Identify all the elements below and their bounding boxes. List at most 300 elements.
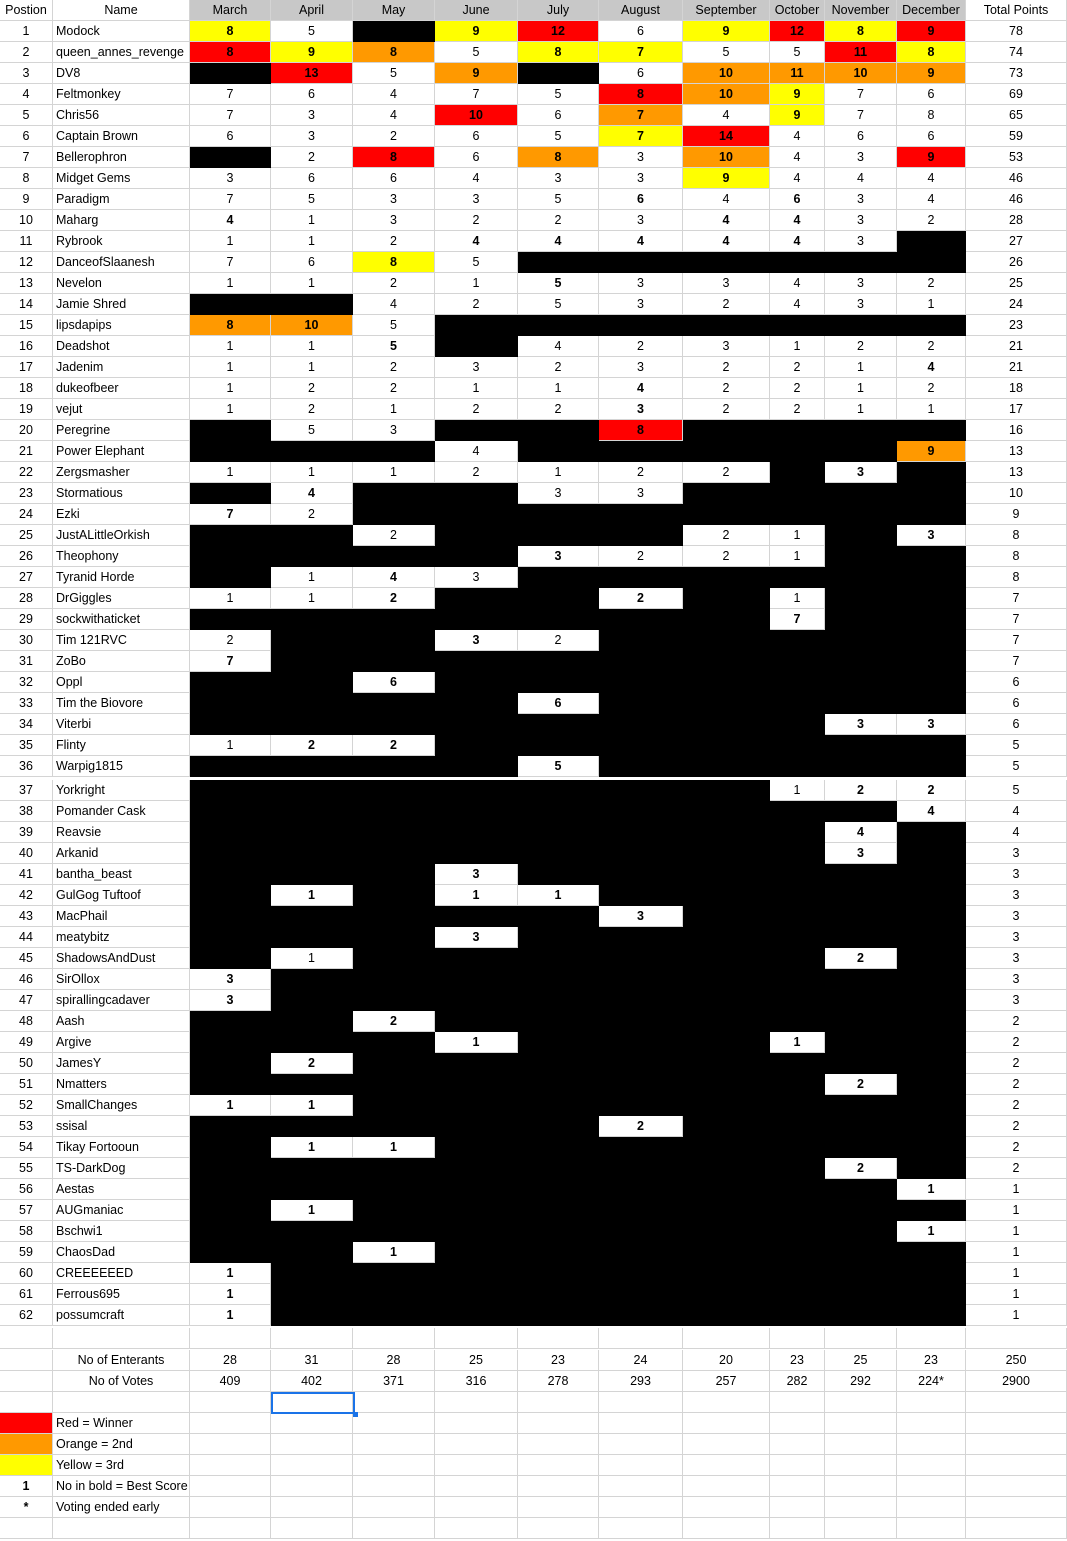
score-cell[interactable] [825,630,897,651]
empty-cell[interactable] [353,1476,435,1497]
score-cell[interactable]: 11 [770,63,825,84]
stats-value-cell[interactable]: 402 [271,1371,353,1392]
score-cell[interactable]: 4 [683,105,770,126]
header-august[interactable]: August [599,0,683,21]
position-cell[interactable]: 42 [0,885,53,906]
total-points-cell[interactable]: 2 [966,1032,1067,1053]
score-cell[interactable] [271,651,353,672]
score-cell[interactable] [190,567,271,588]
empty-cell[interactable] [518,1434,599,1455]
position-cell[interactable]: 44 [0,927,53,948]
score-cell[interactable]: 1 [190,588,271,609]
score-cell[interactable] [353,1116,435,1137]
score-cell[interactable]: 2 [599,336,683,357]
player-name-cell[interactable]: Viterbi [53,714,190,735]
score-cell[interactable] [435,1074,518,1095]
total-points-cell[interactable]: 25 [966,273,1067,294]
score-cell[interactable] [518,609,599,630]
score-cell[interactable] [770,756,825,777]
empty-cell[interactable] [825,1392,897,1413]
empty-cell[interactable] [599,1497,683,1518]
score-cell[interactable]: 8 [599,84,683,105]
empty-cell[interactable] [518,1392,599,1413]
score-cell[interactable] [435,336,518,357]
total-points-cell[interactable]: 6 [966,672,1067,693]
score-cell[interactable] [770,1074,825,1095]
score-cell[interactable] [271,1074,353,1095]
score-cell[interactable] [435,1200,518,1221]
score-cell[interactable]: 5 [353,336,435,357]
score-cell[interactable] [897,483,966,504]
score-cell[interactable]: 10 [825,63,897,84]
score-cell[interactable]: 3 [190,168,271,189]
score-cell[interactable]: 2 [353,231,435,252]
score-cell[interactable]: 6 [599,189,683,210]
player-name-cell[interactable]: AUGmaniac [53,1200,190,1221]
score-cell[interactable] [190,609,271,630]
score-cell[interactable] [435,990,518,1011]
score-cell[interactable]: 2 [683,462,770,483]
score-cell[interactable]: 3 [599,483,683,504]
score-cell[interactable] [599,735,683,756]
score-cell[interactable] [683,864,770,885]
score-cell[interactable] [190,1011,271,1032]
score-cell[interactable] [190,948,271,969]
total-points-cell[interactable]: 13 [966,441,1067,462]
score-cell[interactable]: 9 [683,168,770,189]
score-cell[interactable]: 4 [353,105,435,126]
position-cell[interactable]: 26 [0,546,53,567]
score-cell[interactable]: 3 [353,210,435,231]
player-name-cell[interactable]: Reavsie [53,822,190,843]
player-name-cell[interactable]: Midget Gems [53,168,190,189]
score-cell[interactable] [435,546,518,567]
score-cell[interactable] [190,441,271,462]
empty-cell[interactable] [825,1434,897,1455]
score-cell[interactable] [599,990,683,1011]
score-cell[interactable] [599,927,683,948]
position-cell[interactable]: 52 [0,1095,53,1116]
score-cell[interactable]: 5 [271,420,353,441]
score-cell[interactable]: 5 [271,21,353,42]
score-cell[interactable] [683,1053,770,1074]
score-cell[interactable] [599,567,683,588]
score-cell[interactable] [683,1305,770,1326]
player-name-cell[interactable]: Stormatious [53,483,190,504]
player-name-cell[interactable]: Peregrine [53,420,190,441]
score-cell[interactable] [770,672,825,693]
score-cell[interactable] [825,1284,897,1305]
score-cell[interactable]: 1 [271,567,353,588]
score-cell[interactable]: 3 [599,357,683,378]
score-cell[interactable] [683,567,770,588]
score-cell[interactable] [599,630,683,651]
position-cell[interactable]: 46 [0,969,53,990]
score-cell[interactable] [190,1242,271,1263]
score-cell[interactable]: 2 [353,735,435,756]
score-cell[interactable] [271,1242,353,1263]
player-name-cell[interactable]: JustALittleOrkish [53,525,190,546]
score-cell[interactable] [770,1095,825,1116]
empty-cell[interactable] [599,1518,683,1539]
score-cell[interactable] [770,801,825,822]
score-cell[interactable]: 10 [683,63,770,84]
empty-cell[interactable] [190,1497,271,1518]
score-cell[interactable]: 5 [271,189,353,210]
score-cell[interactable]: 3 [825,147,897,168]
score-cell[interactable] [435,420,518,441]
score-cell[interactable]: 2 [599,462,683,483]
score-cell[interactable] [825,588,897,609]
score-cell[interactable] [271,1011,353,1032]
score-cell[interactable]: 8 [825,21,897,42]
score-cell[interactable]: 7 [435,84,518,105]
score-cell[interactable]: 5 [518,84,599,105]
score-cell[interactable] [353,756,435,777]
score-cell[interactable]: 1 [897,399,966,420]
position-cell[interactable]: 28 [0,588,53,609]
stats-value-cell[interactable]: 23 [897,1350,966,1371]
score-cell[interactable] [897,420,966,441]
empty-cell[interactable] [518,1413,599,1434]
score-cell[interactable] [825,693,897,714]
total-points-cell[interactable]: 2 [966,1116,1067,1137]
score-cell[interactable]: 1 [190,1095,271,1116]
total-points-cell[interactable]: 3 [966,927,1067,948]
score-cell[interactable] [190,147,271,168]
score-cell[interactable]: 6 [353,168,435,189]
empty-cell[interactable] [966,1455,1067,1476]
score-cell[interactable]: 9 [683,21,770,42]
legend-text[interactable]: Red = Winner [53,1413,190,1434]
score-cell[interactable]: 2 [897,210,966,231]
player-name-cell[interactable]: DV8 [53,63,190,84]
position-cell[interactable]: 18 [0,378,53,399]
score-cell[interactable] [599,609,683,630]
score-cell[interactable] [683,651,770,672]
header-march[interactable]: March [190,0,271,21]
score-cell[interactable] [599,885,683,906]
score-cell[interactable]: 2 [897,273,966,294]
score-cell[interactable] [435,1011,518,1032]
empty-cell[interactable] [353,1413,435,1434]
empty-cell[interactable] [683,1328,770,1349]
score-cell[interactable] [825,420,897,441]
score-cell[interactable] [770,1179,825,1200]
score-cell[interactable]: 2 [770,378,825,399]
score-cell[interactable] [897,693,966,714]
score-cell[interactable]: 4 [770,147,825,168]
empty-cell[interactable] [599,1328,683,1349]
empty-cell[interactable] [271,1497,353,1518]
stats-value-cell[interactable]: 224* [897,1371,966,1392]
score-cell[interactable] [897,1242,966,1263]
stats-value-cell[interactable]: 31 [271,1350,353,1371]
score-cell[interactable]: 4 [897,189,966,210]
score-cell[interactable] [271,864,353,885]
player-name-cell[interactable]: ChaosDad [53,1242,190,1263]
total-points-cell[interactable]: 10 [966,483,1067,504]
score-cell[interactable]: 3 [518,483,599,504]
score-cell[interactable]: 7 [599,105,683,126]
score-cell[interactable] [825,1053,897,1074]
score-cell[interactable] [271,780,353,801]
score-cell[interactable] [897,1116,966,1137]
score-cell[interactable]: 3 [599,147,683,168]
score-cell[interactable] [897,1263,966,1284]
position-cell[interactable]: 37 [0,780,53,801]
empty-cell[interactable] [190,1392,271,1413]
score-cell[interactable] [825,672,897,693]
empty-cell[interactable] [435,1518,518,1539]
total-points-cell[interactable]: 65 [966,105,1067,126]
score-cell[interactable] [271,441,353,462]
score-cell[interactable]: 2 [435,210,518,231]
score-cell[interactable] [353,927,435,948]
score-cell[interactable]: 1 [770,336,825,357]
score-cell[interactable] [190,885,271,906]
score-cell[interactable] [683,1263,770,1284]
score-cell[interactable] [770,420,825,441]
empty-cell[interactable] [271,1434,353,1455]
score-cell[interactable]: 2 [825,1158,897,1179]
score-cell[interactable]: 2 [599,1116,683,1137]
score-cell[interactable]: 3 [825,231,897,252]
score-cell[interactable] [435,1242,518,1263]
total-points-cell[interactable]: 1 [966,1200,1067,1221]
empty-cell[interactable] [825,1328,897,1349]
score-cell[interactable] [683,1221,770,1242]
score-cell[interactable]: 2 [271,399,353,420]
score-cell[interactable] [190,1053,271,1074]
player-name-cell[interactable]: meatybitz [53,927,190,948]
score-cell[interactable]: 7 [190,651,271,672]
score-cell[interactable] [518,1305,599,1326]
score-cell[interactable]: 3 [190,969,271,990]
score-cell[interactable] [599,252,683,273]
stats-value-cell[interactable]: 282 [770,1371,825,1392]
score-cell[interactable]: 5 [770,42,825,63]
position-cell[interactable]: 20 [0,420,53,441]
score-cell[interactable] [518,780,599,801]
total-points-cell[interactable]: 23 [966,315,1067,336]
position-cell[interactable]: 61 [0,1284,53,1305]
stats-value-cell[interactable]: 371 [353,1371,435,1392]
legend-text[interactable]: Voting ended early [53,1497,190,1518]
empty-cell[interactable] [966,1497,1067,1518]
score-cell[interactable] [770,735,825,756]
stats-value-cell[interactable]: 24 [599,1350,683,1371]
empty-cell[interactable] [966,1518,1067,1539]
total-points-cell[interactable]: 3 [966,906,1067,927]
score-cell[interactable] [825,735,897,756]
player-name-cell[interactable]: Bellerophron [53,147,190,168]
score-cell[interactable]: 6 [897,126,966,147]
score-cell[interactable]: 2 [683,525,770,546]
score-cell[interactable] [770,1284,825,1305]
score-cell[interactable] [683,1032,770,1053]
total-points-cell[interactable]: 3 [966,885,1067,906]
score-cell[interactable] [190,420,271,441]
score-cell[interactable] [897,1032,966,1053]
score-cell[interactable] [190,294,271,315]
score-cell[interactable] [190,864,271,885]
score-cell[interactable] [190,1032,271,1053]
total-points-cell[interactable]: 3 [966,990,1067,1011]
score-cell[interactable] [683,588,770,609]
score-cell[interactable]: 1 [770,780,825,801]
empty-cell[interactable] [0,1518,53,1539]
player-name-cell[interactable]: Feltmonkey [53,84,190,105]
score-cell[interactable]: 2 [518,210,599,231]
score-cell[interactable] [518,651,599,672]
score-cell[interactable] [683,483,770,504]
score-cell[interactable] [518,969,599,990]
score-cell[interactable] [271,1263,353,1284]
score-cell[interactable]: 2 [683,378,770,399]
score-cell[interactable] [897,948,966,969]
score-cell[interactable] [190,525,271,546]
score-cell[interactable]: 2 [825,780,897,801]
score-cell[interactable] [353,1305,435,1326]
score-cell[interactable]: 4 [770,210,825,231]
score-cell[interactable] [435,525,518,546]
empty-cell[interactable] [599,1455,683,1476]
total-points-cell[interactable]: 13 [966,462,1067,483]
score-cell[interactable] [435,801,518,822]
player-name-cell[interactable]: Flinty [53,735,190,756]
score-cell[interactable] [435,1179,518,1200]
total-points-cell[interactable]: 8 [966,546,1067,567]
total-points-cell[interactable]: 73 [966,63,1067,84]
score-cell[interactable]: 6 [271,252,353,273]
score-cell[interactable]: 3 [271,105,353,126]
score-cell[interactable]: 5 [518,294,599,315]
empty-cell[interactable] [599,1434,683,1455]
score-cell[interactable]: 9 [897,147,966,168]
score-cell[interactable] [271,1284,353,1305]
score-cell[interactable]: 9 [435,63,518,84]
score-cell[interactable] [599,1158,683,1179]
score-cell[interactable] [897,231,966,252]
score-cell[interactable] [599,714,683,735]
legend-swatch[interactable] [0,1434,53,1455]
score-cell[interactable]: 1 [353,399,435,420]
score-cell[interactable] [435,672,518,693]
score-cell[interactable]: 2 [271,504,353,525]
score-cell[interactable]: 2 [271,147,353,168]
score-cell[interactable]: 6 [353,672,435,693]
empty-cell[interactable] [770,1392,825,1413]
score-cell[interactable]: 6 [518,105,599,126]
score-cell[interactable]: 6 [435,126,518,147]
score-cell[interactable]: 5 [353,63,435,84]
score-cell[interactable]: 1 [190,378,271,399]
score-cell[interactable] [518,1263,599,1284]
score-cell[interactable] [825,252,897,273]
score-cell[interactable] [825,927,897,948]
total-points-cell[interactable]: 78 [966,21,1067,42]
score-cell[interactable]: 7 [599,126,683,147]
player-name-cell[interactable]: Modock [53,21,190,42]
score-cell[interactable] [435,504,518,525]
score-cell[interactable] [271,756,353,777]
empty-cell[interactable] [353,1497,435,1518]
position-cell[interactable]: 15 [0,315,53,336]
score-cell[interactable] [190,843,271,864]
empty-cell[interactable] [435,1328,518,1349]
header-june[interactable]: June [435,0,518,21]
empty-cell[interactable] [897,1328,966,1349]
position-cell[interactable]: 50 [0,1053,53,1074]
player-name-cell[interactable]: Aash [53,1011,190,1032]
score-cell[interactable]: 6 [435,147,518,168]
position-cell[interactable]: 4 [0,84,53,105]
score-cell[interactable]: 3 [683,336,770,357]
score-cell[interactable] [683,822,770,843]
score-cell[interactable]: 3 [353,420,435,441]
score-cell[interactable] [271,693,353,714]
position-cell[interactable]: 31 [0,651,53,672]
player-name-cell[interactable]: ZoBo [53,651,190,672]
score-cell[interactable]: 2 [353,126,435,147]
score-cell[interactable]: 2 [435,294,518,315]
score-cell[interactable] [770,504,825,525]
score-cell[interactable]: 6 [271,84,353,105]
score-cell[interactable]: 9 [770,84,825,105]
score-cell[interactable]: 4 [825,822,897,843]
score-cell[interactable] [770,1053,825,1074]
header-december[interactable]: December [897,0,966,21]
total-points-cell[interactable]: 6 [966,693,1067,714]
empty-cell[interactable] [683,1518,770,1539]
score-cell[interactable] [353,546,435,567]
score-cell[interactable] [518,948,599,969]
score-cell[interactable] [435,315,518,336]
score-cell[interactable] [683,609,770,630]
score-cell[interactable] [825,504,897,525]
score-cell[interactable]: 7 [825,84,897,105]
empty-cell[interactable] [897,1476,966,1497]
score-cell[interactable] [435,969,518,990]
score-cell[interactable] [518,525,599,546]
position-cell[interactable]: 51 [0,1074,53,1095]
score-cell[interactable] [599,1032,683,1053]
position-cell[interactable]: 34 [0,714,53,735]
empty-cell[interactable] [435,1434,518,1455]
position-cell[interactable]: 10 [0,210,53,231]
score-cell[interactable]: 4 [825,168,897,189]
empty-cell[interactable] [825,1497,897,1518]
empty-cell[interactable] [271,1518,353,1539]
empty-cell[interactable] [518,1497,599,1518]
score-cell[interactable]: 10 [435,105,518,126]
total-points-cell[interactable]: 28 [966,210,1067,231]
score-cell[interactable] [683,735,770,756]
score-cell[interactable] [683,1095,770,1116]
position-cell[interactable]: 22 [0,462,53,483]
position-cell[interactable]: 7 [0,147,53,168]
legend-swatch[interactable]: * [0,1497,53,1518]
position-cell[interactable]: 1 [0,21,53,42]
score-cell[interactable]: 4 [190,210,271,231]
score-cell[interactable]: 3 [825,462,897,483]
score-cell[interactable] [683,780,770,801]
score-cell[interactable] [518,1053,599,1074]
empty-cell[interactable] [770,1328,825,1349]
score-cell[interactable]: 5 [518,273,599,294]
total-points-cell[interactable]: 69 [966,84,1067,105]
